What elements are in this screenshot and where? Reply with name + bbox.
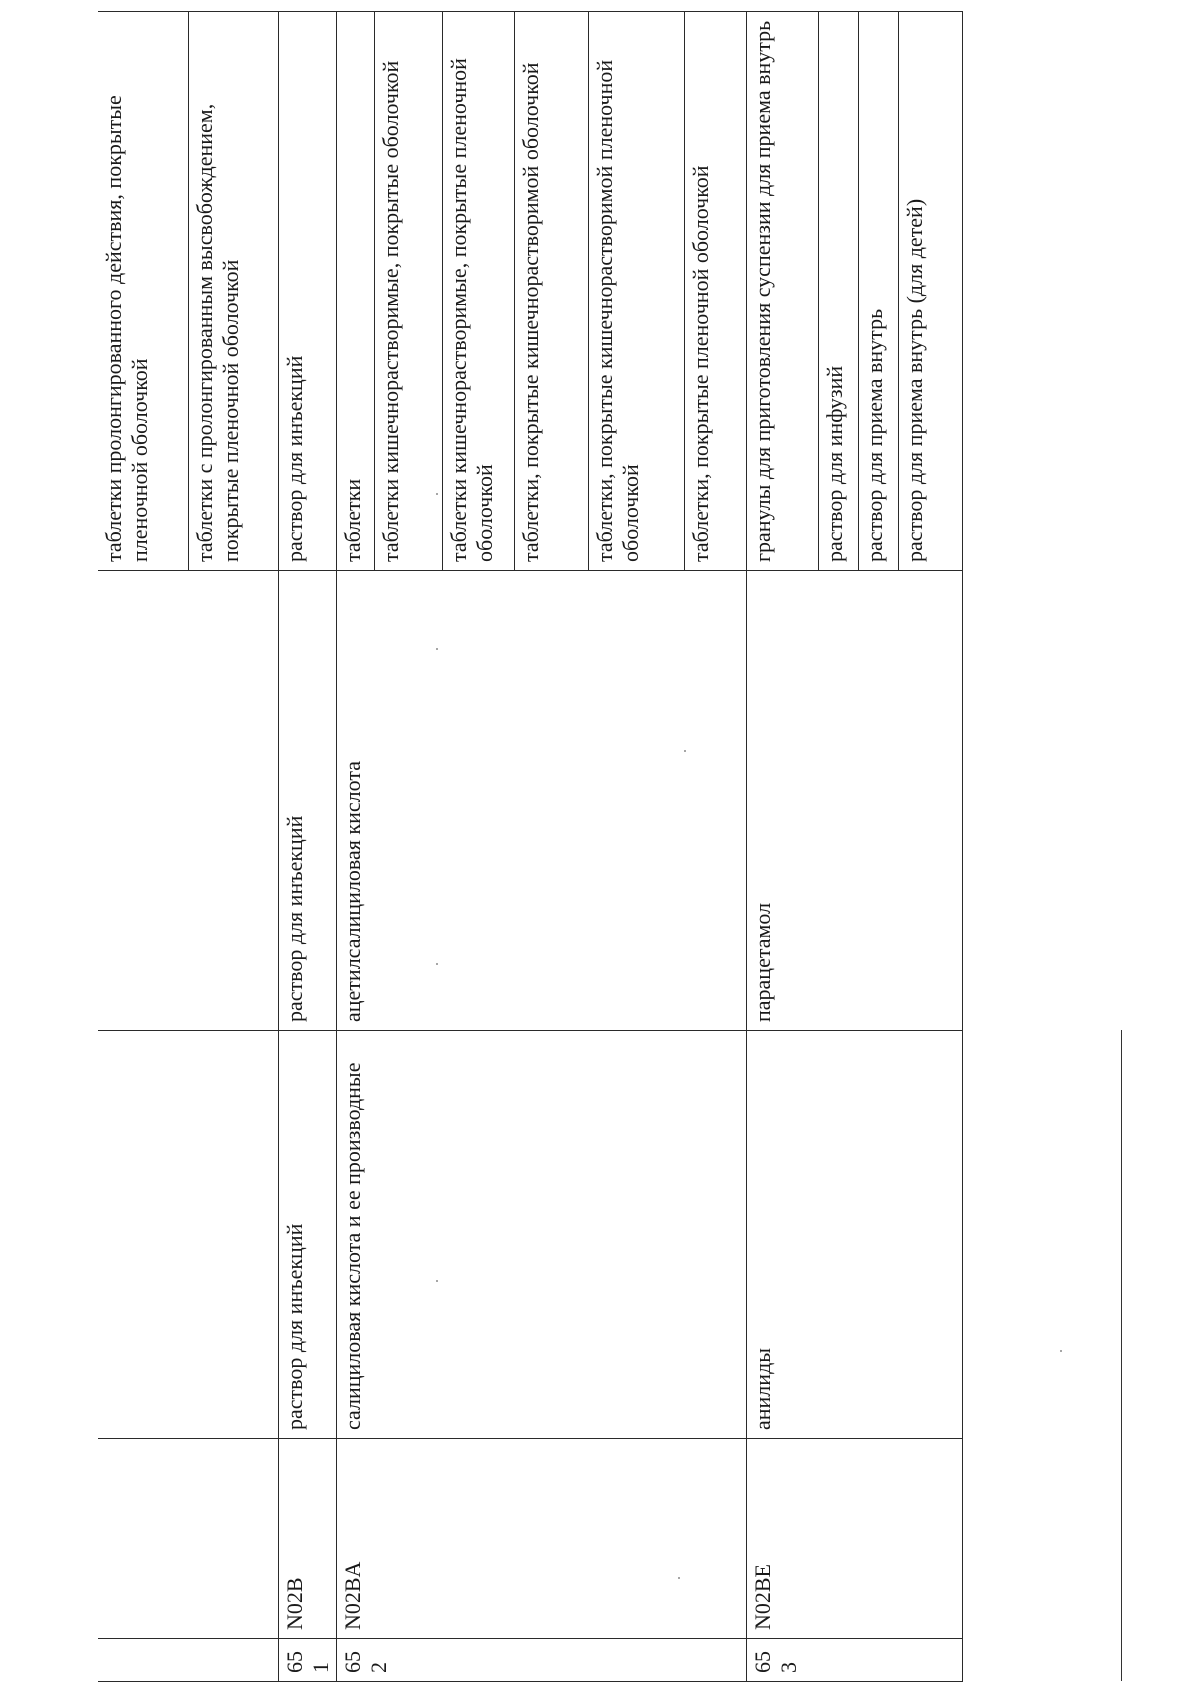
drug-list-table — [98, 11, 963, 1682]
scan-speck — [436, 493, 438, 495]
row-number-cell: 653 — [746, 1639, 962, 1682]
dosage-form-cell: раствор для инъекций — [278, 12, 336, 571]
group-cell: салициловая кислота и ее производные — [336, 1031, 746, 1439]
dosage-form-cell: таблетки, покрытые кишечнорастворимой пленочной оболочкой — [588, 12, 684, 571]
dosage-form-cell: таблетки пролонгированного действия, покрытые пленочной оболочкой — [98, 12, 188, 571]
table-row — [98, 12, 188, 1682]
dosage-form-cell: таблетки — [336, 12, 374, 571]
dosage-form-cell: гранулы для приготовления суспензии для приема внутрь — [746, 12, 818, 571]
atc-code-cell: N02BA — [336, 1439, 746, 1639]
dosage-form-cell: таблетки, покрытые пленочной оболочкой — [684, 12, 746, 571]
table-row — [746, 12, 818, 1682]
group-cell: анилиды — [746, 1031, 962, 1439]
scan-speck — [1060, 1350, 1062, 1352]
scan-speck — [436, 648, 438, 650]
dosage-form-cell: таблетки с пролонгированным высвобождением, покрытые пленочной оболочкой — [188, 12, 278, 571]
scan-speck — [436, 963, 438, 965]
row-number-cell: 651 — [278, 1639, 336, 1682]
scan-edge-line — [1121, 1030, 1122, 1681]
row-number-cell — [98, 1639, 278, 1682]
scan-speck — [684, 750, 686, 752]
table-row — [336, 12, 374, 1682]
row-number-cell: 652 — [336, 1639, 746, 1682]
inn-cell: ацетилсалициловая кислота — [336, 571, 746, 1031]
group-cell: раствор для инъекций — [278, 1031, 336, 1439]
dosage-form-cell: таблетки кишечнорастворимые, покрытые оболочкой — [374, 12, 442, 571]
group-cell — [98, 1031, 278, 1439]
inn-cell — [98, 571, 278, 1031]
inn-cell: парацетамол — [746, 571, 962, 1031]
dosage-form-cell: раствор для приема внутрь — [858, 12, 898, 571]
dosage-form-cell: раствор для инфузий — [818, 12, 858, 571]
table-row — [278, 12, 336, 1682]
inn-cell: раствор для инъекций — [278, 571, 336, 1031]
atc-code-cell: N02BE — [746, 1439, 962, 1639]
dosage-form-cell: раствор для приема внутрь (для детей) — [898, 12, 962, 571]
atc-code-cell: N02B — [278, 1439, 336, 1639]
atc-code-cell — [98, 1439, 278, 1639]
scan-speck — [678, 1577, 680, 1579]
dosage-form-cell: таблетки кишечнорастворимые, покрытые пленочной оболочкой — [442, 12, 514, 571]
scan-speck — [436, 1280, 438, 1282]
dosage-form-cell: таблетки, покрытые кишечнорастворимой оболочкой — [514, 12, 588, 571]
